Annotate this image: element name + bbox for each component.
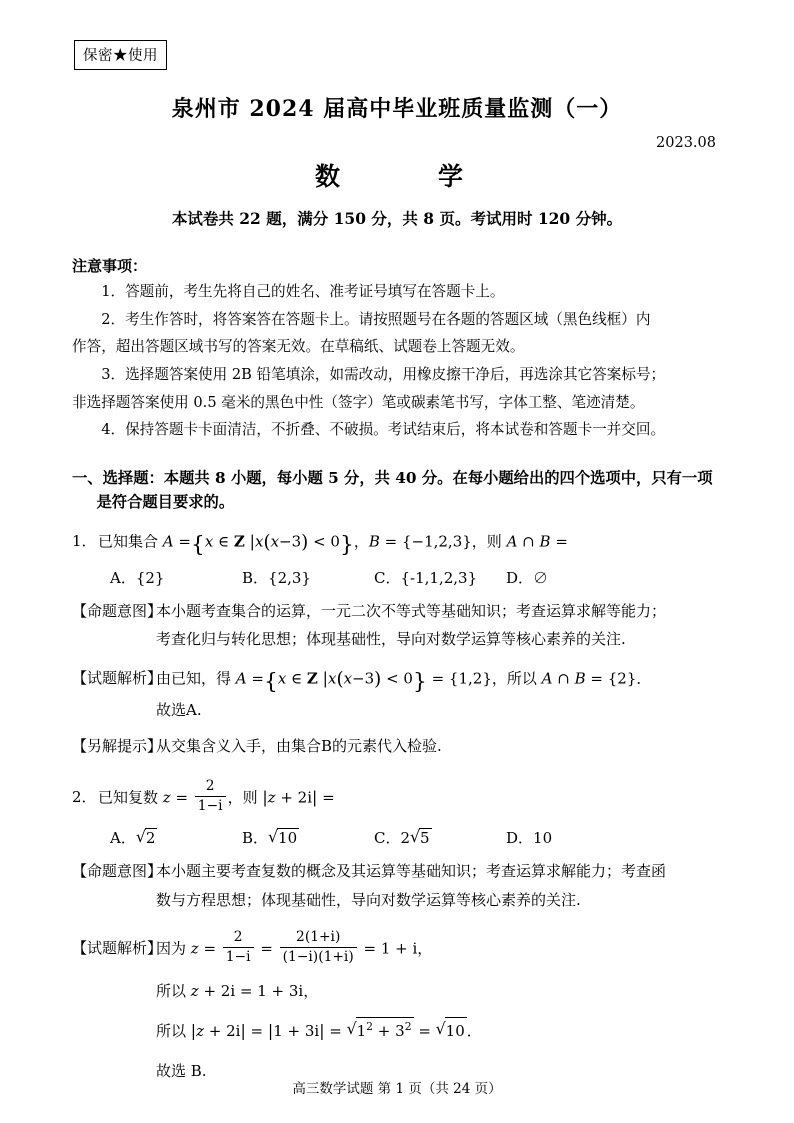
question-1-text: 已知集合 A ={x ∈ Z |x(x−3) < 0}，B = {−1,2,3}，则 A ∩ B = [98, 531, 568, 558]
secret-badge-row [72, 40, 722, 70]
paper-info: 本试卷共 22 题，满分 150 分，共 8 页。考试用时 120 分钟。 [171, 209, 623, 228]
option-c[interactable]: C．2 √ 5 [374, 827, 506, 848]
option-d[interactable]: D．∅ [506, 568, 549, 587]
question-2-text: 已知复数 z = $\frac{2}{1-i}$ ，则 |z + 2i| = [98, 777, 335, 814]
option-a[interactable]: A． √ 2 [110, 827, 242, 848]
exam-date: 2023.08 [656, 135, 716, 151]
question-1-intent [72, 599, 722, 625]
question-2 [72, 778, 722, 1085]
analysis-text: 因为 z = $\frac{2}{1-i}$ = $\frac{2(1+i)}{(1-i)(1+i)}$ = 1 + i， [156, 928, 433, 966]
section-heading-line2: 是符合题目要求的。 [96, 493, 235, 512]
alt-hint-label: 【另解提示】 [72, 737, 163, 756]
notice-item: 3．选择题答案使用 2B 铅笔填涂，如需改动，用橡皮擦干净后，再选涂其它答案标号； [101, 365, 666, 383]
alt-hint-text: 从交集含义入手，由集合B的元素代入检验. [156, 737, 442, 756]
question-1-number: 1． [72, 532, 97, 551]
option-d[interactable]: D．10 [506, 829, 553, 848]
analysis-step-2: 所以 |z + 2i| = |1 + 3i| = √ $1^2 + 3^2$ = √ 10 ． [72, 1017, 722, 1045]
question-2-intent [72, 859, 722, 885]
notice-item: 4．保持答题卡卡面清洁，不折叠、不破损。考试结束后，将本试卷和答题卡一并交回。 [101, 421, 666, 439]
notice-item: 1．答题前，考生先将自己的姓名、准考证号填写在答题卡上。 [101, 283, 505, 300]
page-title: 泉州市 2024 届高中毕业班质量监测（一） [171, 96, 623, 122]
analysis-conclusion: 故选 B. [156, 1062, 207, 1081]
intent-text: 本小题主要考查复数的概念及其运算等基础知识；考查运算求解能力；考查函 [156, 862, 667, 881]
analysis-conclusion: 故选A. [156, 700, 202, 719]
analysis-label: 【试题解析】 [72, 669, 163, 688]
question-2-stem [72, 778, 722, 815]
intent-text-cont: 考查化归与转化思想；体现基础性，导向对数学运算等核心素养的关注. [156, 630, 626, 649]
secret-badge: 保密★使用 [74, 40, 167, 70]
intent-text-cont: 数与方程思想；体现基础性，导向对数学运算等核心素养的关注. [156, 890, 581, 909]
question-1-options [72, 567, 722, 588]
question-1-stem [72, 528, 722, 558]
option-c[interactable]: C．{-1,1,2,3} [374, 568, 478, 587]
analysis-text: 由已知，得 A ={x ∈ Z |x(x−3) < 0} = {1,2}，所以 A ∩ B = {2}． [156, 668, 652, 695]
intent-label: 【命题意图】 [72, 601, 163, 620]
notice-item: 作答，超出答题区域书写的答案无效。在草稿纸、试题卷上答题无效。 [72, 338, 525, 356]
section-heading [72, 466, 722, 515]
section-heading-line1: 一、选择题：本题共 8 小题，每小题 5 分，共 40 分。在每小题给出的四个选项中，只有一项 [72, 468, 713, 487]
notice-item: 2．考生作答时，将答案答在答题卡上。请按照题号在各题的答题区域（黑色线框）内 [101, 310, 651, 328]
page-footer: 高三数学试题 第 1 页（共 24 页） [292, 1081, 502, 1097]
notice-title: 注意事项： [72, 257, 148, 275]
question-2-analysis [72, 929, 722, 966]
question-2-number: 2． [72, 788, 97, 807]
option-b[interactable]: B．{2,3} [242, 568, 311, 587]
notice-item: 非选择题答案使用 0.5 毫米的黑色中性（签字）笔或碳素笔书写，字体工整、笔迹清楚。 [72, 393, 645, 411]
question-1-analysis [72, 664, 722, 695]
subject-title: 数 学 [314, 162, 479, 191]
question-1 [72, 528, 722, 760]
question-2-options [72, 827, 722, 848]
analysis-step-1: 所以 z + 2i = 1 + 3i， [156, 982, 319, 1001]
option-b[interactable]: B． √ 10 [242, 827, 374, 848]
intent-label: 【命题意图】 [72, 862, 163, 881]
option-a[interactable]: A．{2} [110, 568, 165, 587]
intent-text: 本小题考查集合的运算，一元二次不等式等基础知识；考查运算求解等能力； [156, 601, 667, 620]
question-1-alt-hint [72, 734, 722, 760]
analysis-label: 【试题解析】 [72, 939, 163, 958]
